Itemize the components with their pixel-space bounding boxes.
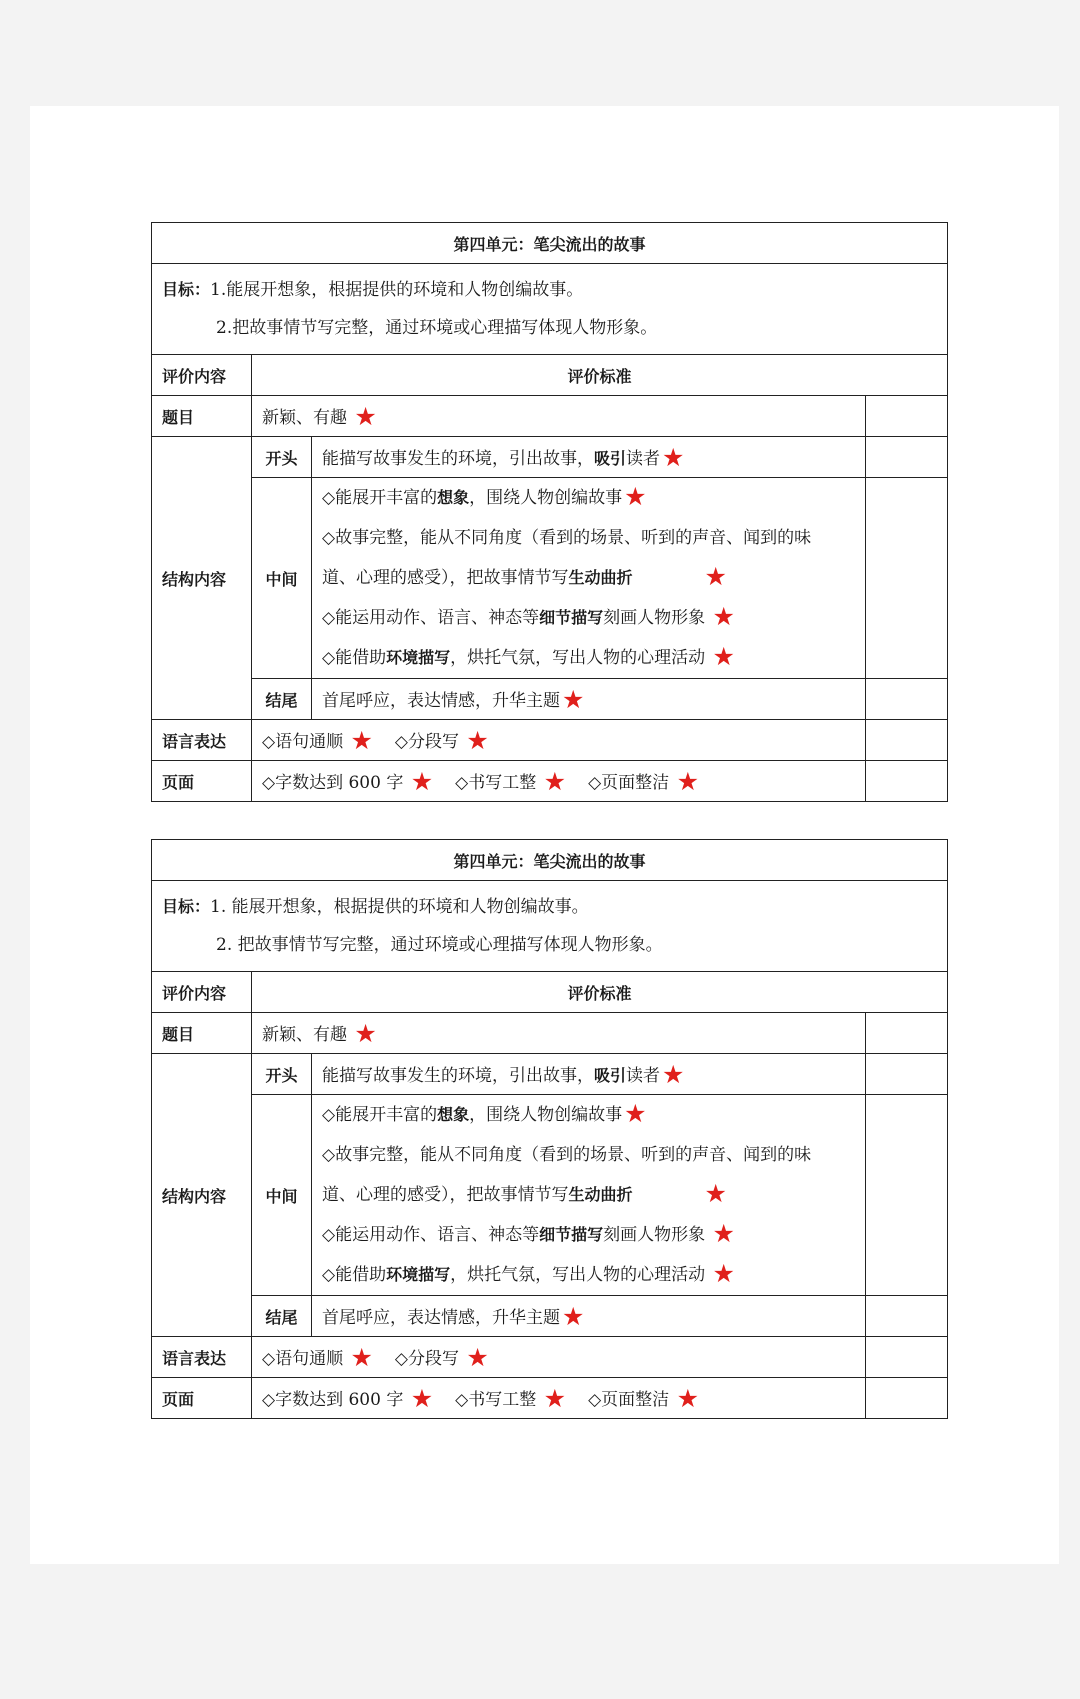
middle-item-4: ◇能借助环境描写，烘托气氛，写出人物的心理活动 ★ [322,1259,735,1288]
table-title: 第四单元：笔尖流出的故事 [152,840,948,881]
star-icon: ★ [466,726,489,755]
score-cell[interactable] [866,720,948,761]
middle-item-4: ◇能借助环境描写，烘托气氛，写出人物的心理活动 ★ [322,642,735,671]
ending-criteria: 首尾呼应，表达情感，升华主题★ [312,1296,866,1337]
goal-label: 目标： [162,280,211,299]
star-icon: ★ [562,685,585,714]
goal-2: 2.把故事情节写完整，通过环境或心理描写体现人物形象。 [216,318,658,338]
star-icon: ★ [543,1384,567,1413]
star-icon: ★ [712,602,735,631]
star-icon: ★ [350,1343,373,1372]
header-criteria: 评价标准 [252,355,948,396]
score-cell[interactable] [866,761,948,802]
star-icon: ★ [410,767,434,796]
middle-item-2-line-2: 道、心理的感受），把故事情节写生动曲折 ★ [322,1179,727,1208]
star-icon: ★ [354,402,377,431]
middle-item-2-line-1: ◇故事完整，能从不同角度（看到的场景、听到的声音、闻到的味 [322,528,812,548]
star-icon: ★ [624,1099,647,1128]
middle-criteria [312,478,866,679]
language-criteria: ◇语句通顺 ★ ◇分段写 ★ [252,1337,866,1378]
score-cell[interactable] [866,1337,948,1378]
evaluation-table-1 [151,222,948,802]
star-icon: ★ [466,1343,489,1372]
goals-cell [152,881,948,972]
sub-label-ending: 结尾 [252,1296,312,1337]
star-icon: ★ [712,1219,735,1248]
ending-criteria: 首尾呼应，表达情感，升华主题★ [312,679,866,720]
star-icon: ★ [562,1302,585,1331]
star-icon: ★ [676,767,699,796]
row-label-page: 页面 [152,761,252,802]
row-label-topic: 题目 [152,396,252,437]
score-cell[interactable] [866,396,948,437]
page-criteria: ◇字数达到 600 字 ★ ◇书写工整 ★ ◇页面整洁 ★ [252,761,866,802]
row-label-language: 语言表达 [152,1337,252,1378]
sub-label-middle: 中间 [252,478,312,679]
middle-item-1: ◇能展开丰富的想象，围绕人物创编故事★ [322,482,647,511]
middle-item-2-line-2: 道、心理的感受），把故事情节写生动曲折 ★ [322,562,727,591]
middle-item-1: ◇能展开丰富的想象，围绕人物创编故事★ [322,1099,647,1128]
header-content: 评价内容 [152,355,252,396]
header-criteria: 评价标准 [252,972,948,1013]
middle-item-3: ◇能运用动作、语言、神态等细节描写刻画人物形象 ★ [322,1219,735,1248]
sub-label-opening: 开头 [252,437,312,478]
score-cell[interactable] [866,1013,948,1054]
middle-criteria [312,1095,866,1296]
middle-item-2-line-1: ◇故事完整，能从不同角度（看到的场景、听到的声音、闻到的味 [322,1145,812,1165]
sub-label-middle: 中间 [252,1095,312,1296]
score-cell[interactable] [866,1054,948,1095]
star-icon: ★ [704,562,727,591]
goal-1: 1. 能展开想象，根据提供的环境和人物创编故事。 [210,897,589,917]
goal-2: 2. 把故事情节写完整，通过环境或心理描写体现人物形象。 [216,935,663,955]
star-icon: ★ [712,642,735,671]
topic-criteria: 新颖、有趣 ★ [252,396,866,437]
table-title: 第四单元：笔尖流出的故事 [152,223,948,264]
star-icon: ★ [410,1384,434,1413]
score-cell[interactable] [866,437,948,478]
row-label-page: 页面 [152,1378,252,1419]
score-cell[interactable] [866,1296,948,1337]
star-icon: ★ [676,1384,699,1413]
star-icon: ★ [624,482,647,511]
evaluation-table-2 [151,839,948,1419]
opening-criteria: 能描写故事发生的环境，引出故事，吸引读者★ [312,437,866,478]
goal-1: 1.能展开想象，根据提供的环境和人物创编故事。 [210,280,584,300]
middle-item-3: ◇能运用动作、语言、神态等细节描写刻画人物形象 ★ [322,602,735,631]
topic-criteria: 新颖、有趣 ★ [252,1013,866,1054]
row-label-structure: 结构内容 [152,1054,252,1337]
star-icon: ★ [662,1060,685,1089]
sub-label-opening: 开头 [252,1054,312,1095]
row-label-language: 语言表达 [152,720,252,761]
star-icon: ★ [543,767,567,796]
star-icon: ★ [712,1259,735,1288]
score-cell[interactable] [866,478,948,679]
opening-criteria: 能描写故事发生的环境，引出故事，吸引读者★ [312,1054,866,1095]
row-label-structure: 结构内容 [152,437,252,720]
sub-label-ending: 结尾 [252,679,312,720]
score-cell[interactable] [866,679,948,720]
header-content: 评价内容 [152,972,252,1013]
score-cell[interactable] [866,1095,948,1296]
star-icon: ★ [662,443,685,472]
language-criteria: ◇语句通顺 ★ ◇分段写 ★ [252,720,866,761]
goal-label: 目标： [162,897,211,916]
page-criteria: ◇字数达到 600 字 ★ ◇书写工整 ★ ◇页面整洁 ★ [252,1378,866,1419]
row-label-topic: 题目 [152,1013,252,1054]
star-icon: ★ [350,726,373,755]
star-icon: ★ [354,1019,377,1048]
star-icon: ★ [704,1179,727,1208]
score-cell[interactable] [866,1378,948,1419]
goals-cell [152,264,948,355]
